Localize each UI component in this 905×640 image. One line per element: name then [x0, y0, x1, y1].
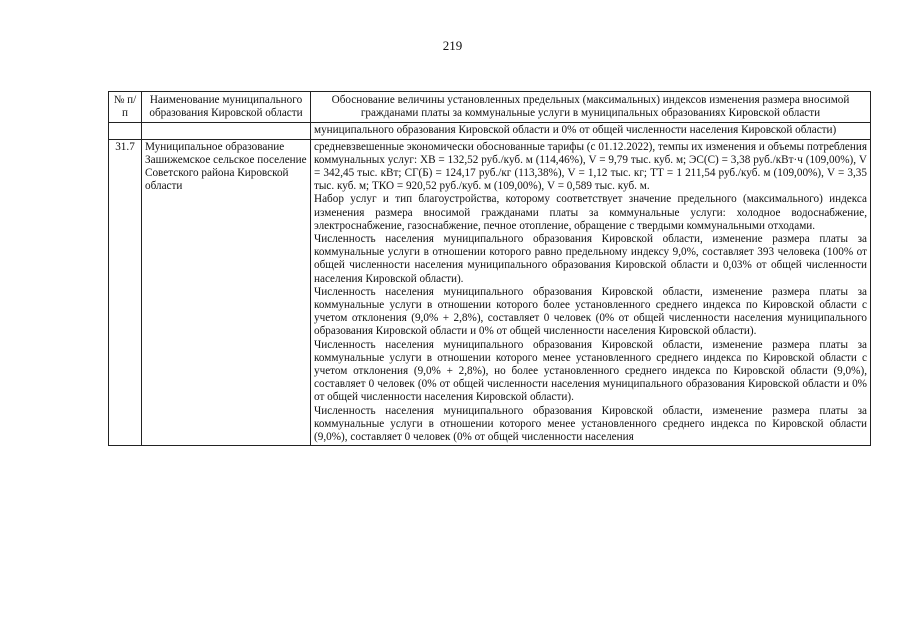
row-municipality-name: Муниципальное образование Зашижемское сельское поселение Советского района Кировской области	[142, 139, 311, 446]
continuation-num	[109, 123, 142, 139]
paragraph-tariffs: средневзвешенные экономически обоснованные тарифы (с 01.12.2022), темпы их изменения и объемы потребления коммунальных услуг: ХВ = 132,52 руб./куб. м (114,46%), V = 9,79 тыс. куб. м; ЭС(С) = 3,38 руб./кВт·ч (109,00%), V = 342,45 тыс. кВт; СГ(Б) = 124,17 руб./кг (113,38%), V = 1,12 тыс. кг; ТТ = 1 211,54 руб./куб. м (109,00%), V = 3,35 тыс. куб. м; ТКО = 920,52 руб./куб. м (109,00%), V = 0,589 тыс. куб. м.	[314, 140, 867, 193]
continuation-row	[109, 123, 871, 139]
paragraph-population-above: Численность населения муниципального образования Кировской области, изменение размера платы за коммунальные услуги в отношении которого более установленного среднего индекса по Кировской области с учетом отклонения (9,0% + 2,8%), составляет 0 человек (0% от общей численности населения муниципального образования Кировской области и 0% от общей численности населения Кировской области).	[314, 285, 867, 338]
continuation-text: муниципального образования Кировской области и 0% от общей численности населения Кировской области)	[314, 124, 837, 137]
continuation-desc	[311, 123, 871, 139]
tariff-table	[108, 91, 871, 446]
header-name: Наименование муниципального образования Кировской области	[142, 92, 311, 123]
paragraph-population-below: Численность населения муниципального образования Кировской области, изменение размера платы за коммунальные услуги в отношении которого менее установленного среднего индекса по Кировской области (9,0%), составляет 0 человек (0% от общей численности населения	[314, 404, 867, 444]
paragraph-population-between: Численность населения муниципального образования Кировской области, изменение размера платы за коммунальные услуги в отношении которого менее установленного среднего индекса по Кировской области с учетом отклонения (9,0% + 2,8%), но более установленного среднего индекса по Кировской области (9,0%), составляет 0 человек (0% от общей численности населения муниципального образования Кировской области и 0% от общей численности населения Кировской области).	[314, 338, 867, 404]
row-num: 31.7	[109, 139, 142, 446]
header-num: № п/п	[109, 92, 142, 123]
paragraph-services: Набор услуг и тип благоустройства, которому соответствует значение предельного (максимального) индекса изменения размера вносимой гражданами платы за коммунальные услуги: холодное водоснабжение, электроснабжение, газоснабжение, печное отопление, обращение с твердыми коммунальными отходами.	[314, 193, 867, 232]
table-header-row	[109, 92, 871, 123]
table-row	[109, 139, 871, 446]
continuation-name	[142, 123, 311, 139]
header-desc: Обоснование величины установленных предельных (максимальных) индексов изменения размера вносимой гражданами платы за коммунальные услуги в муниципальных образованиях Кировской области	[311, 92, 871, 123]
page-number: 219	[442, 38, 463, 53]
row-justification	[311, 139, 871, 446]
paragraph-population-equal: Численность населения муниципального образования Кировской области, изменение размера платы за коммунальные услуги в отношении которого равно предельному индексу 9,0%, составляет 393 человека (100% от общей численности населения муниципального образования Кировской области и 0,03% от общей численности населения Кировской области).	[314, 233, 867, 285]
